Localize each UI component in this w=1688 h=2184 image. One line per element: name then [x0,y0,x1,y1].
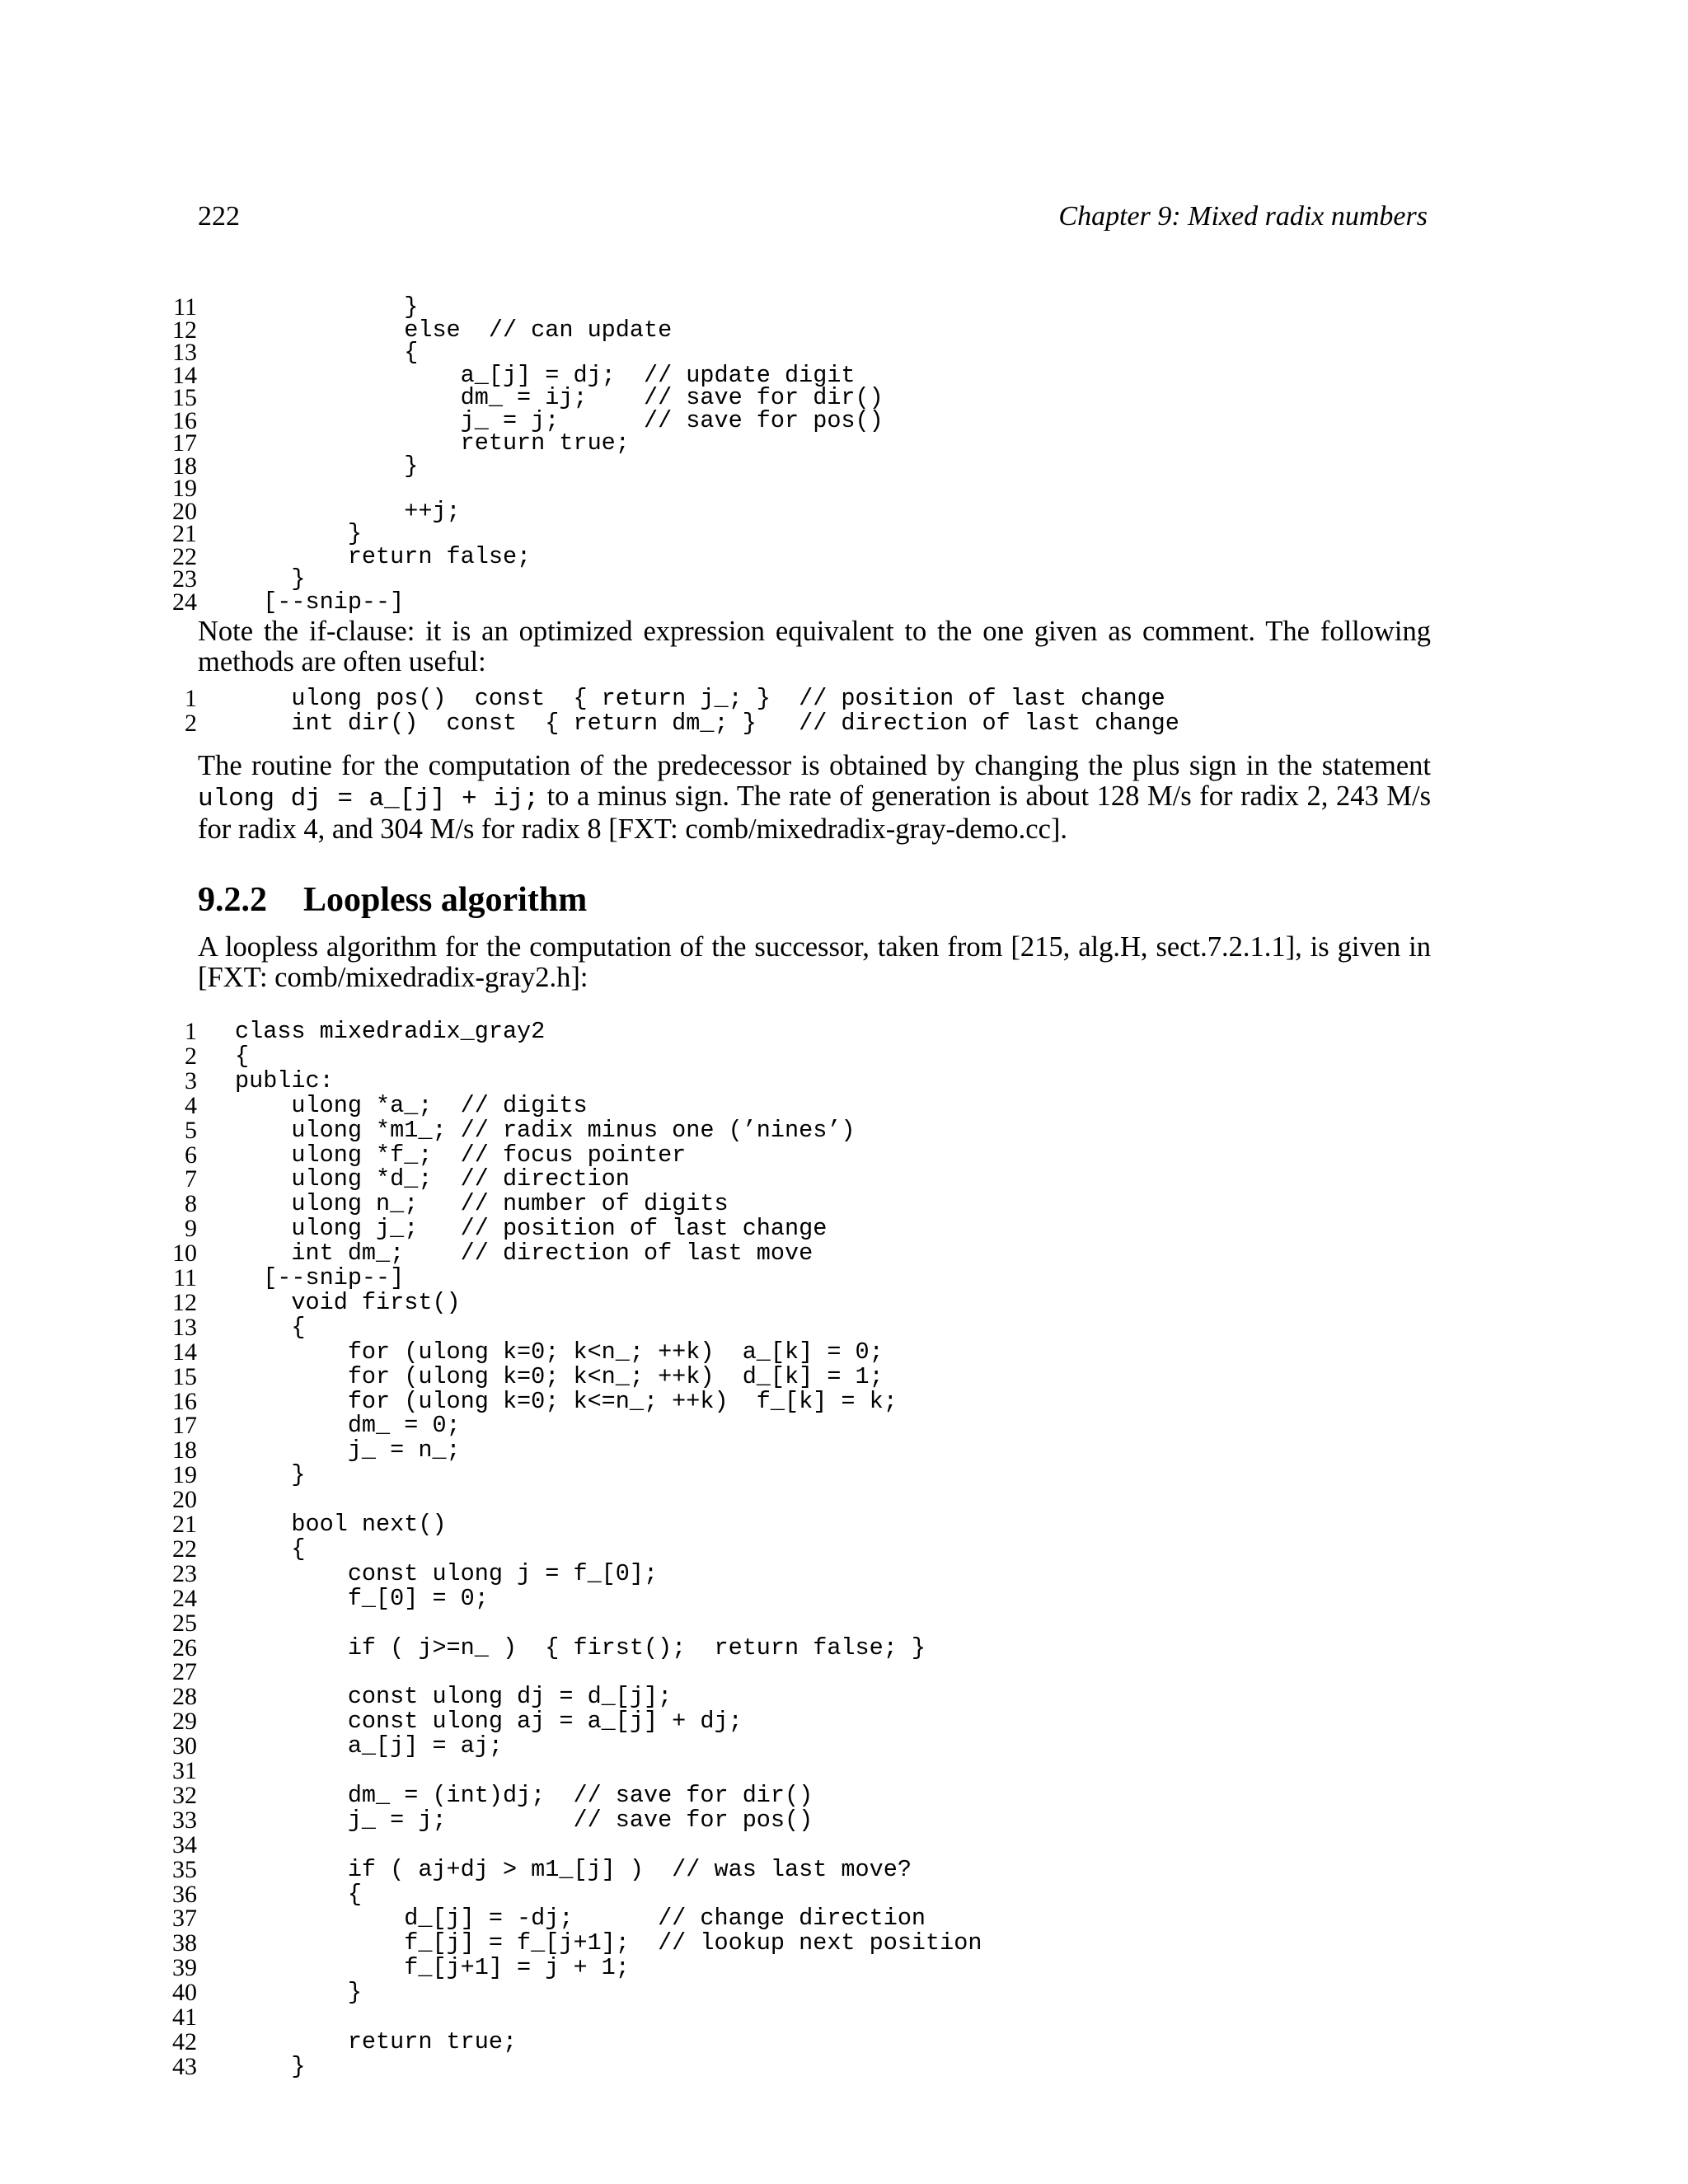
line-code: } [235,2052,306,2080]
line-number: 17 [172,1412,197,1440]
line-code: else // can update [235,316,673,344]
line-number: 30 [172,1732,197,1760]
line-code: for (ulong k=0; k<n_; ++k) a_[k] = 0; [235,1338,884,1366]
line-code: [--snip--] [235,588,405,616]
line-code: f_[j+1] = j + 1; [235,1954,630,1982]
line-number: 18 [172,1436,197,1465]
section-title: Loopless algorithm [303,881,588,919]
line-number: 40 [172,1979,197,2007]
line-number: 10 [172,1240,197,1268]
line-number: 17 [172,429,197,457]
line-code: } [235,565,306,593]
line-number: 12 [172,1288,197,1316]
line-code: f_[0] = 0; [235,1584,489,1612]
line-number: 11 [173,1264,197,1291]
line-number: 7 [185,1165,197,1193]
line-code: { [235,1313,306,1341]
line-number: 22 [172,542,197,570]
line-code: int dir() const { return dm_; } // direction of last change [235,710,1179,737]
line-number: 39 [172,1954,197,1982]
line-number: 24 [172,1584,197,1612]
line-code: } [235,1461,306,1489]
line-code: class mixedradix_gray2 [235,1018,546,1045]
line-number: 21 [172,1511,197,1538]
line-number: 8 [185,1190,197,1218]
line-code: if ( aj+dj > m1_[j] ) // was last move? [235,1855,912,1883]
line-number: 20 [172,497,197,525]
line-number: 32 [172,1781,197,1809]
line-code: ulong n_; // number of digits [235,1190,729,1218]
line-number: 26 [172,1633,197,1661]
line-number: 27 [172,1658,197,1686]
line-code: const ulong dj = d_[j]; [235,1683,673,1711]
line-code: return false; [235,542,532,570]
line-number: 34 [172,1830,197,1858]
line-number: 1 [185,685,197,712]
line-number: 24 [172,588,197,616]
line-number: 21 [172,520,197,547]
line-code: } [235,293,419,321]
line-code: ulong *d_; // direction [235,1165,630,1193]
line-code: void first() [235,1288,461,1316]
line-number: 16 [172,406,197,434]
line-number: 13 [172,339,197,366]
line-number: 12 [172,316,197,344]
line-number: 35 [172,1855,197,1883]
line-code: { [235,1042,250,1070]
line-code: ulong *f_; // focus pointer [235,1141,687,1169]
line-code: ulong *a_; // digits [235,1091,588,1119]
line-number: 31 [172,1757,197,1784]
line-code: for (ulong k=0; k<n_; ++k) d_[k] = 1; [235,1362,884,1390]
line-number: 36 [172,1880,197,1908]
line-number: 16 [172,1387,197,1415]
line-number: 2 [185,1042,197,1070]
section-number: 9.2.2 [198,881,267,919]
line-number: 37 [172,1905,197,1933]
line-number: 23 [172,565,197,593]
line-number: 1 [185,1018,197,1045]
line-number: 23 [172,1559,197,1587]
line-code: ulong pos() const { return j_; } // position of last change [235,685,1165,712]
predecessor-text-before: The routine for the computation of the predecessor is obtained by changing the plus sign in the statement [198,750,1431,781]
line-number: 2 [185,710,197,737]
line-number: 28 [172,1683,197,1711]
line-code: } [235,520,362,547]
line-number: 43 [172,2052,197,2080]
line-code: ulong *m1_; // radix minus one (’nines’) [235,1116,856,1144]
line-number: 42 [172,2027,197,2055]
line-code: a_[j] = aj; [235,1732,503,1760]
line-number: 33 [172,1806,197,1834]
line-code: int dm_; // direction of last move [235,1240,814,1268]
page-header [198,201,1428,242]
line-number: 18 [172,452,197,480]
line-code: dm_ = 0; [235,1412,461,1440]
line-number: 20 [172,1486,197,1514]
inline-code-statement: ulong dj = a_[j] + ij; [198,785,540,813]
line-number: 38 [172,1929,197,1957]
line-code: } [235,452,419,480]
line-code: { [235,1880,362,1908]
paragraph-if-clause-note: Note the if-clause: it is an optimized expression equivalent to the one given as comment. The following methods are often useful: [198,616,1431,677]
line-number: 5 [185,1116,197,1144]
line-number: 19 [172,1461,197,1489]
line-code: j_ = j; // save for pos() [235,406,884,434]
line-code: const ulong j = f_[0]; [235,1559,659,1587]
line-number: 14 [172,361,197,389]
line-number: 11 [173,293,197,321]
line-code: j_ = j; // save for pos() [235,1806,814,1834]
line-code: { [235,339,419,366]
line-code: d_[j] = -dj; // change direction [235,1905,926,1933]
line-number: 13 [172,1313,197,1341]
line-number: 15 [172,1362,197,1390]
line-code: ++j; [235,497,461,525]
line-code: a_[j] = dj; // update digit [235,361,856,389]
line-number: 14 [172,1338,197,1366]
line-code: if ( j>=n_ ) { first(); return false; } [235,1633,926,1661]
page-number: 222 [198,201,240,232]
chapter-title: Chapter 9: Mixed radix numbers [1058,201,1428,232]
line-code: return true; [235,2027,518,2055]
line-number: 19 [172,475,197,502]
paragraph-predecessor [198,751,1431,845]
line-number: 6 [185,1141,197,1169]
line-number: 41 [172,2004,197,2031]
line-code: public: [235,1066,334,1094]
section-heading [198,880,587,920]
line-code: f_[j] = f_[j+1]; // lookup next position [235,1929,982,1957]
line-code: dm_ = (int)dj; // save for dir() [235,1781,814,1809]
line-number: 15 [172,384,197,411]
line-code: const ulong aj = a_[j] + dj; [235,1708,743,1736]
line-code: j_ = n_; [235,1436,461,1465]
line-code: bool next() [235,1511,447,1538]
line-code: return true; [235,429,630,457]
line-code: for (ulong k=0; k<=n_; ++k) f_[k] = k; [235,1387,898,1415]
predecessor-text-after: to a minus sign. The rate of generation is about 128 M/s for radix 2, 243 M/s for radix 4, and 304 M/s for radix 8 [FXT: comb/mixedradix-gray-demo.cc]. [198,780,1431,845]
line-code: { [235,1535,306,1563]
line-number: 4 [185,1091,197,1119]
paragraph-loopless-intro: A loopless algorithm for the computation of the successor, taken from [215, alg.H, sect.7.2.1.1], is given in [FXT: comb/mixedradix-gray2.h]: [198,931,1431,993]
line-code: dm_ = ij; // save for dir() [235,384,884,411]
line-code: ulong j_; // position of last change [235,1215,828,1243]
line-number: 25 [172,1609,197,1637]
line-code: [--snip--] [235,1264,405,1291]
line-number: 22 [172,1535,197,1563]
line-code: } [235,1979,362,2007]
line-number: 9 [185,1215,197,1243]
line-number: 29 [172,1708,197,1736]
line-number: 3 [185,1066,197,1094]
